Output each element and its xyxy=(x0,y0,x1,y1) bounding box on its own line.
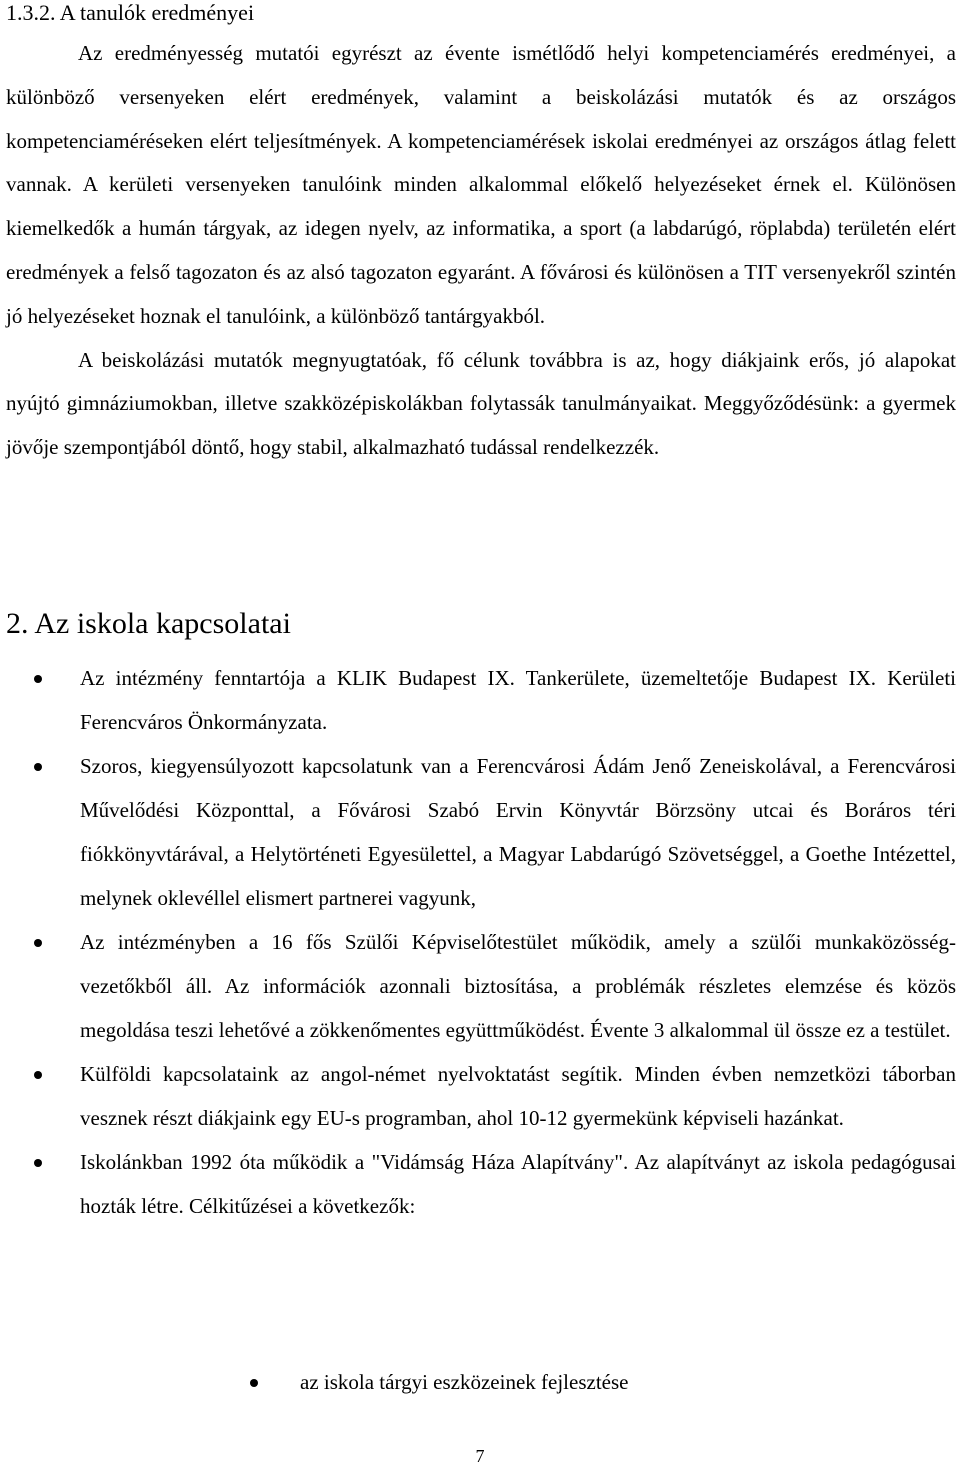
page-number: 7 xyxy=(475,1446,485,1466)
bullet-icon xyxy=(34,675,42,683)
bullet-icon xyxy=(250,1379,258,1387)
bullet-icon xyxy=(34,1159,42,1167)
section-title: 2. Az iskola kapcsolatai xyxy=(6,607,291,640)
list-item xyxy=(6,1140,956,1228)
list-item-text: Külföldi kapcsolataink az angol-német nyelvoktatást segítik. Minden évben nemzetközi táborban vesznek részt diákjaink egy EU-s programban, ahol 10-12 gyermekünk képviseli hazánkat. xyxy=(80,1062,956,1130)
bullet-icon xyxy=(34,939,42,947)
sub-list-item xyxy=(222,1360,628,1404)
subsection-title: 1.3.2. A tanulók eredményei xyxy=(6,0,255,25)
list-item-text: Az intézmény fenntartója a KLIK Budapest IX. Tankerülete, üzemeltetője Budapest IX. Kerületi Ferencváros Önkormányzata. xyxy=(80,666,956,734)
relations-list xyxy=(6,656,956,1228)
list-item xyxy=(6,920,956,1052)
sub-list-item-text: az iskola tárgyi eszközeinek fejlesztése xyxy=(300,1370,629,1394)
bullet-icon xyxy=(34,763,42,771)
list-item xyxy=(6,744,956,920)
list-item xyxy=(6,1052,956,1140)
paragraph-enrollment: A beiskolázási mutatók megnyugtatóak, fő célunk továbbra is az, hogy diákjaink erős, jó alapokat nyújtó gimnáziumokban, illetve szakközépiskolákban folytassák tanulmányaikat. Meggyőződésünk: a gyermek jövője szempontjából döntő, hogy stabil, alkalmazható tudással rendelkezzék. xyxy=(6,347,956,460)
list-item-text: Iskolánkban 1992 óta működik a "Vidámság Háza Alapítvány". Az alapítványt az iskola pedagógusai hozták létre. Célkitűzései a következők: xyxy=(80,1150,956,1218)
bullet-icon xyxy=(34,1071,42,1079)
list-item-text: Szoros, kiegyensúlyozott kapcsolatunk van a Ferencvárosi Ádám Jenő Zeneiskolával, a Ferencvárosi Művelődési Központtal, a Fővárosi Szabó Ervin Könyvtár Börzsöny utcai és Boráros téri fiókkönyvtárával, a Helytörténeti Egyesülettel, a Magyar Labdarúgó Szövetséggel, a Goethe Intézettel, melynek oklevéllel elismert partnerei vagyunk, xyxy=(80,754,956,910)
paragraph-results: Az eredményesség mutatói egyrészt az évente ismétlődő helyi kompetenciamérés eredményei, a különböző versenyeken elért eredmények, valamint a beiskolázási mutatók és az országos kompetenciaméréseken elért teljesítmények. A kompetenciamérések iskolai eredményei az országos átlag felett vannak. A kerületi versenyeken tanulóink minden alkalommal előkelő helyezéseket érnek el. Különösen kiemelkedők a humán tárgyak, az idegen nyelv, az informatika, a sport (a labdarúgó, röplabda) területén elért eredmények a felső tagozaton és az alsó tagozaton egyaránt. A fővárosi és különösen a TIT versenyekről szintén jó helyezéseket hoznak el tanulóink, a különböző tantárgyakból. xyxy=(6,41,956,328)
list-item-text: Az intézményben a 16 fős Szülői Képviselőtestület működik, amely a szülői munkaközösség-vezetőkből áll. Az információk azonnali biztosítása, a problémák részletes elemzése és közös megoldása teszi lehetővé a zökkenőmentes együttműködést. Évente 3 alkalommal ül össze ez a testület. xyxy=(80,930,956,1042)
list-item xyxy=(6,656,956,744)
document-page xyxy=(6,0,956,470)
